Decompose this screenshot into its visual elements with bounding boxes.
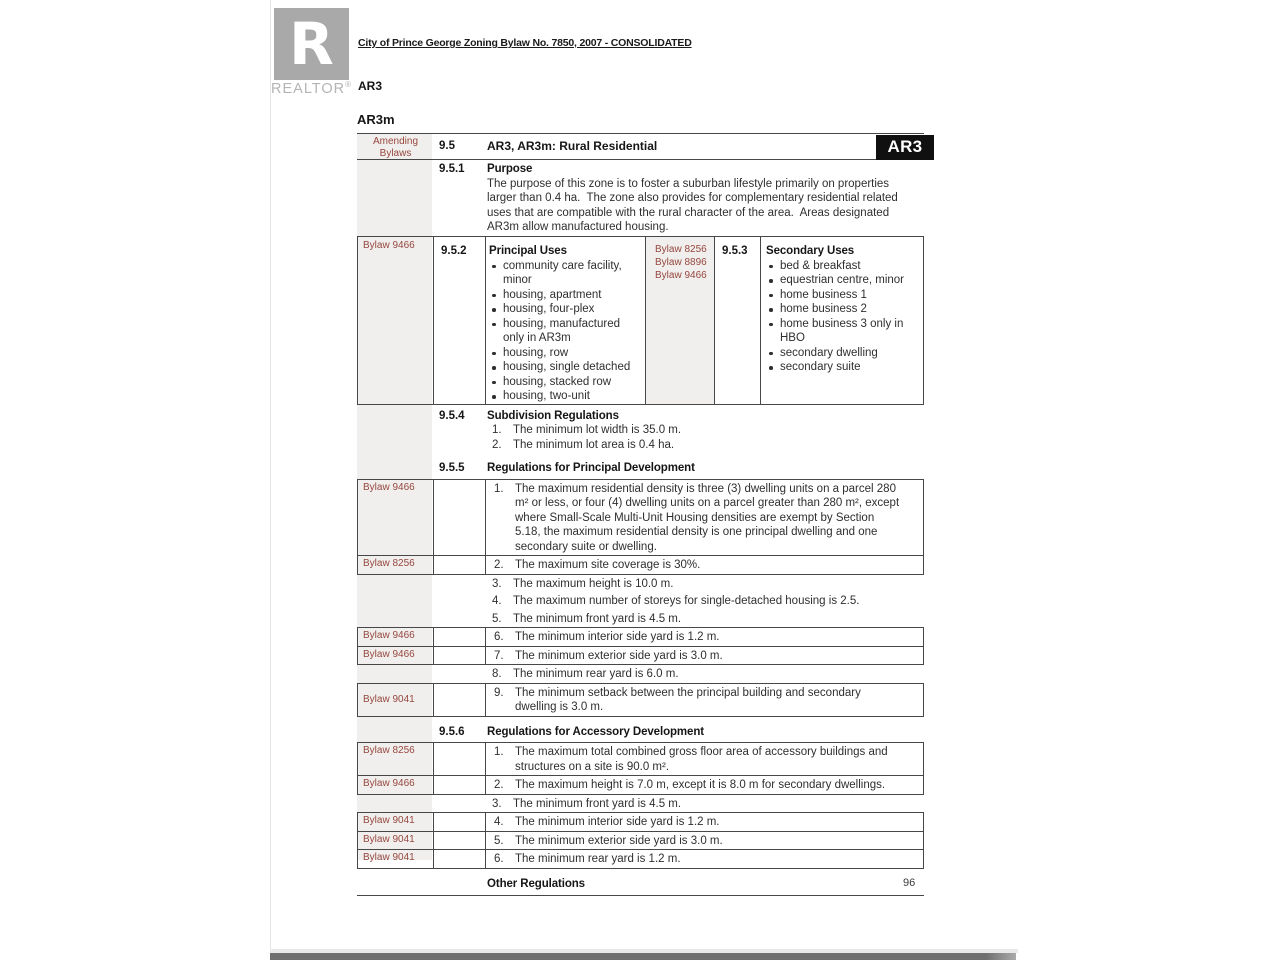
document-title: City of Prince George Zoning Bylaw No. 7850, 2007 - CONSOLIDATED bbox=[358, 37, 692, 49]
regulation-item: 1. The minimum lot width is 35.0 m. bbox=[492, 424, 682, 436]
subdivision-content bbox=[484, 407, 924, 454]
bylaw-ref: Bylaw 9466 bbox=[363, 648, 415, 660]
use-item: housing, four-plex bbox=[489, 302, 643, 317]
regulation-row: 3. The minimum front yard is 4.5 m. bbox=[492, 797, 682, 810]
regulation-row: Bylaw 9041 9. The minimum setback between the principal building and secondary dwelling is 3.0 m. bbox=[357, 683, 924, 717]
use-item: housing, stacked row bbox=[489, 375, 643, 390]
bylaw-ref: Bylaw 8256 bbox=[363, 558, 415, 569]
use-item: housing, single detached bbox=[489, 360, 643, 375]
use-item: housing, two-unit bbox=[489, 389, 643, 404]
other-regulations-row bbox=[357, 875, 924, 897]
use-item: home business 1 bbox=[766, 288, 919, 303]
bylaw-cell-empty bbox=[357, 407, 432, 454]
principal-uses-heading: Principal Uses bbox=[489, 245, 567, 257]
bylaw-cell-empty bbox=[357, 160, 432, 236]
use-item: secondary suite bbox=[766, 360, 919, 375]
section-number-9-5-5: 9.5.5 bbox=[439, 462, 465, 474]
realtor-r-icon: R bbox=[289, 10, 334, 78]
bylaw-ref: Bylaw 8896 bbox=[655, 257, 707, 268]
table-header-row bbox=[357, 133, 924, 160]
secondary-uses-list bbox=[766, 259, 919, 375]
regulation-row: Bylaw 9041 5. The minimum exterior side yard is 3.0 m. bbox=[357, 831, 924, 851]
purpose-heading: Purpose bbox=[487, 163, 533, 175]
section-number-9-5-6: 9.5.6 bbox=[439, 725, 465, 738]
realtor-wordmark-text: REALTOR bbox=[271, 80, 346, 97]
use-item: housing, row bbox=[489, 346, 643, 361]
section-number-9-5: 9.5 bbox=[439, 140, 455, 152]
bylaw-cell-empty bbox=[357, 875, 432, 893]
bylaw-ref: Bylaw 9041 bbox=[363, 833, 415, 845]
bylaw-ref: Bylaw 9466 bbox=[363, 630, 415, 641]
amending-bylaws-header: Amending Bylaws bbox=[372, 136, 419, 159]
accessory-dev-heading: Regulations for Accessory Development bbox=[487, 725, 704, 738]
section-number-9-5-2: 9.5.2 bbox=[433, 237, 485, 404]
purpose-text: The purpose of this zone is to foster a suburban lifestyle primarily on properties larger than 0.4 ha. The zone also provides for complementary residential related uses that are compatible with the rural character of the area. Areas designated AR3m allow manufactured housing. bbox=[487, 177, 902, 233]
next-page-edge-bar bbox=[270, 953, 1016, 960]
zoning-table bbox=[357, 133, 924, 896]
subdivision-heading: Subdivision Regulations bbox=[487, 409, 619, 422]
subdivision-row bbox=[357, 407, 924, 454]
regulation-row: Bylaw 9466 2. The maximum height is 7.0 m, except it is 8.0 m for secondary dwellings. bbox=[357, 775, 924, 795]
use-item: housing, apartment bbox=[489, 288, 643, 303]
uses-row bbox=[357, 236, 924, 405]
section-number-9-5-1: 9.5.1 bbox=[439, 163, 465, 175]
regulation-row: Bylaw 9041 6. The minimum rear yard is 1.2 m. bbox=[357, 849, 924, 869]
use-item: bed & breakfast bbox=[766, 259, 919, 274]
secondary-uses-bylaw-refs bbox=[645, 237, 715, 404]
bylaw-ref: Bylaw 9041 bbox=[363, 815, 415, 826]
bylaw-ref: Bylaw 9466 bbox=[363, 240, 415, 251]
bylaw-cell-empty bbox=[357, 459, 432, 477]
regulation-row: 4. The maximum number of storeys for single-detached housing is 2.5. bbox=[492, 595, 860, 607]
use-item: housing, manufactured only in AR3m bbox=[489, 317, 643, 346]
bylaw-ref: Bylaw 8256 bbox=[655, 244, 707, 255]
regulation-row: 8. The minimum rear yard is 6.0 m. bbox=[492, 668, 679, 680]
principal-uses-cell bbox=[485, 237, 645, 404]
bylaw-ref: Bylaw 8256 bbox=[363, 745, 415, 756]
other-regulations-heading: Other Regulations bbox=[487, 877, 585, 890]
registered-mark: ® bbox=[345, 80, 353, 89]
principal-uses-list bbox=[489, 259, 643, 404]
section-number-9-5-4: 9.5.4 bbox=[439, 409, 465, 422]
zone-title: AR3, AR3m: Rural Residential bbox=[487, 139, 658, 153]
use-item: equestrian centre, minor bbox=[766, 273, 919, 288]
page-number: 96 bbox=[903, 877, 916, 889]
regulation-row: Bylaw 9466 1. The maximum residential density is three (3) dwelling units on a parcel 280 m² or less, or four (4) dwelling units on a parcel greater than 280 m², except where Small-Scale Multi-Unit Housing densities are exempt by Section 5.18, the maximum residential density is one principal dwelling and one secondary suite or dwelling. bbox=[357, 479, 924, 557]
bylaw-cell-empty bbox=[357, 723, 432, 741]
bylaw-ref: Bylaw 9041 bbox=[363, 852, 415, 863]
regulation-row: 5. The minimum front yard is 4.5 m. bbox=[492, 612, 682, 625]
regulation-row: Bylaw 8256 1. The maximum total combined gross floor area of accessory buildings and structures on a site is 90.0 m². bbox=[357, 742, 924, 776]
zone-code-label: AR3 bbox=[358, 79, 383, 93]
regulation-row: 3. The maximum height is 10.0 m. bbox=[492, 577, 674, 590]
use-item: home business 2 bbox=[766, 302, 919, 317]
use-item: home business 3 only in HBO bbox=[766, 317, 919, 346]
use-item: secondary dwelling bbox=[766, 346, 919, 361]
regulation-row: Bylaw 9041 4. The minimum interior side yard is 1.2 m. bbox=[357, 812, 924, 832]
secondary-uses-heading: Secondary Uses bbox=[766, 245, 855, 257]
section-number-9-5-3: 9.5.3 bbox=[722, 245, 748, 257]
regulation-row: Bylaw 8256 2. The maximum site coverage is 30%. bbox=[357, 555, 924, 575]
regulation-row: Bylaw 9466 6. The minimum interior side yard is 1.2 m. bbox=[357, 627, 924, 647]
bylaw-ref: Bylaw 9466 bbox=[363, 778, 415, 789]
regulation-item: 2. The minimum lot area is 0.4 ha. bbox=[492, 438, 675, 451]
zone-badge: AR3 bbox=[876, 135, 934, 160]
realtor-logo bbox=[274, 8, 349, 80]
bylaw-ref: Bylaw 9466 bbox=[655, 270, 707, 281]
purpose-content bbox=[484, 160, 924, 236]
use-item: community care facility, minor bbox=[489, 259, 643, 288]
realtor-wordmark bbox=[271, 80, 352, 97]
bylaw-ref: Bylaw 9466 bbox=[363, 481, 415, 493]
principal-dev-heading: Regulations for Principal Development bbox=[487, 462, 695, 474]
zone-section-label: AR3m bbox=[357, 112, 395, 127]
bylaw-ref: Bylaw 9041 bbox=[363, 693, 415, 705]
regulation-row: Bylaw 9466 7. The minimum exterior side yard is 3.0 m. bbox=[357, 646, 924, 666]
document-page bbox=[270, 0, 1018, 949]
purpose-row bbox=[357, 160, 924, 236]
secondary-uses-cell bbox=[760, 237, 923, 404]
accessory-dev-heading-row bbox=[357, 723, 924, 741]
principal-dev-heading-row bbox=[357, 459, 924, 477]
